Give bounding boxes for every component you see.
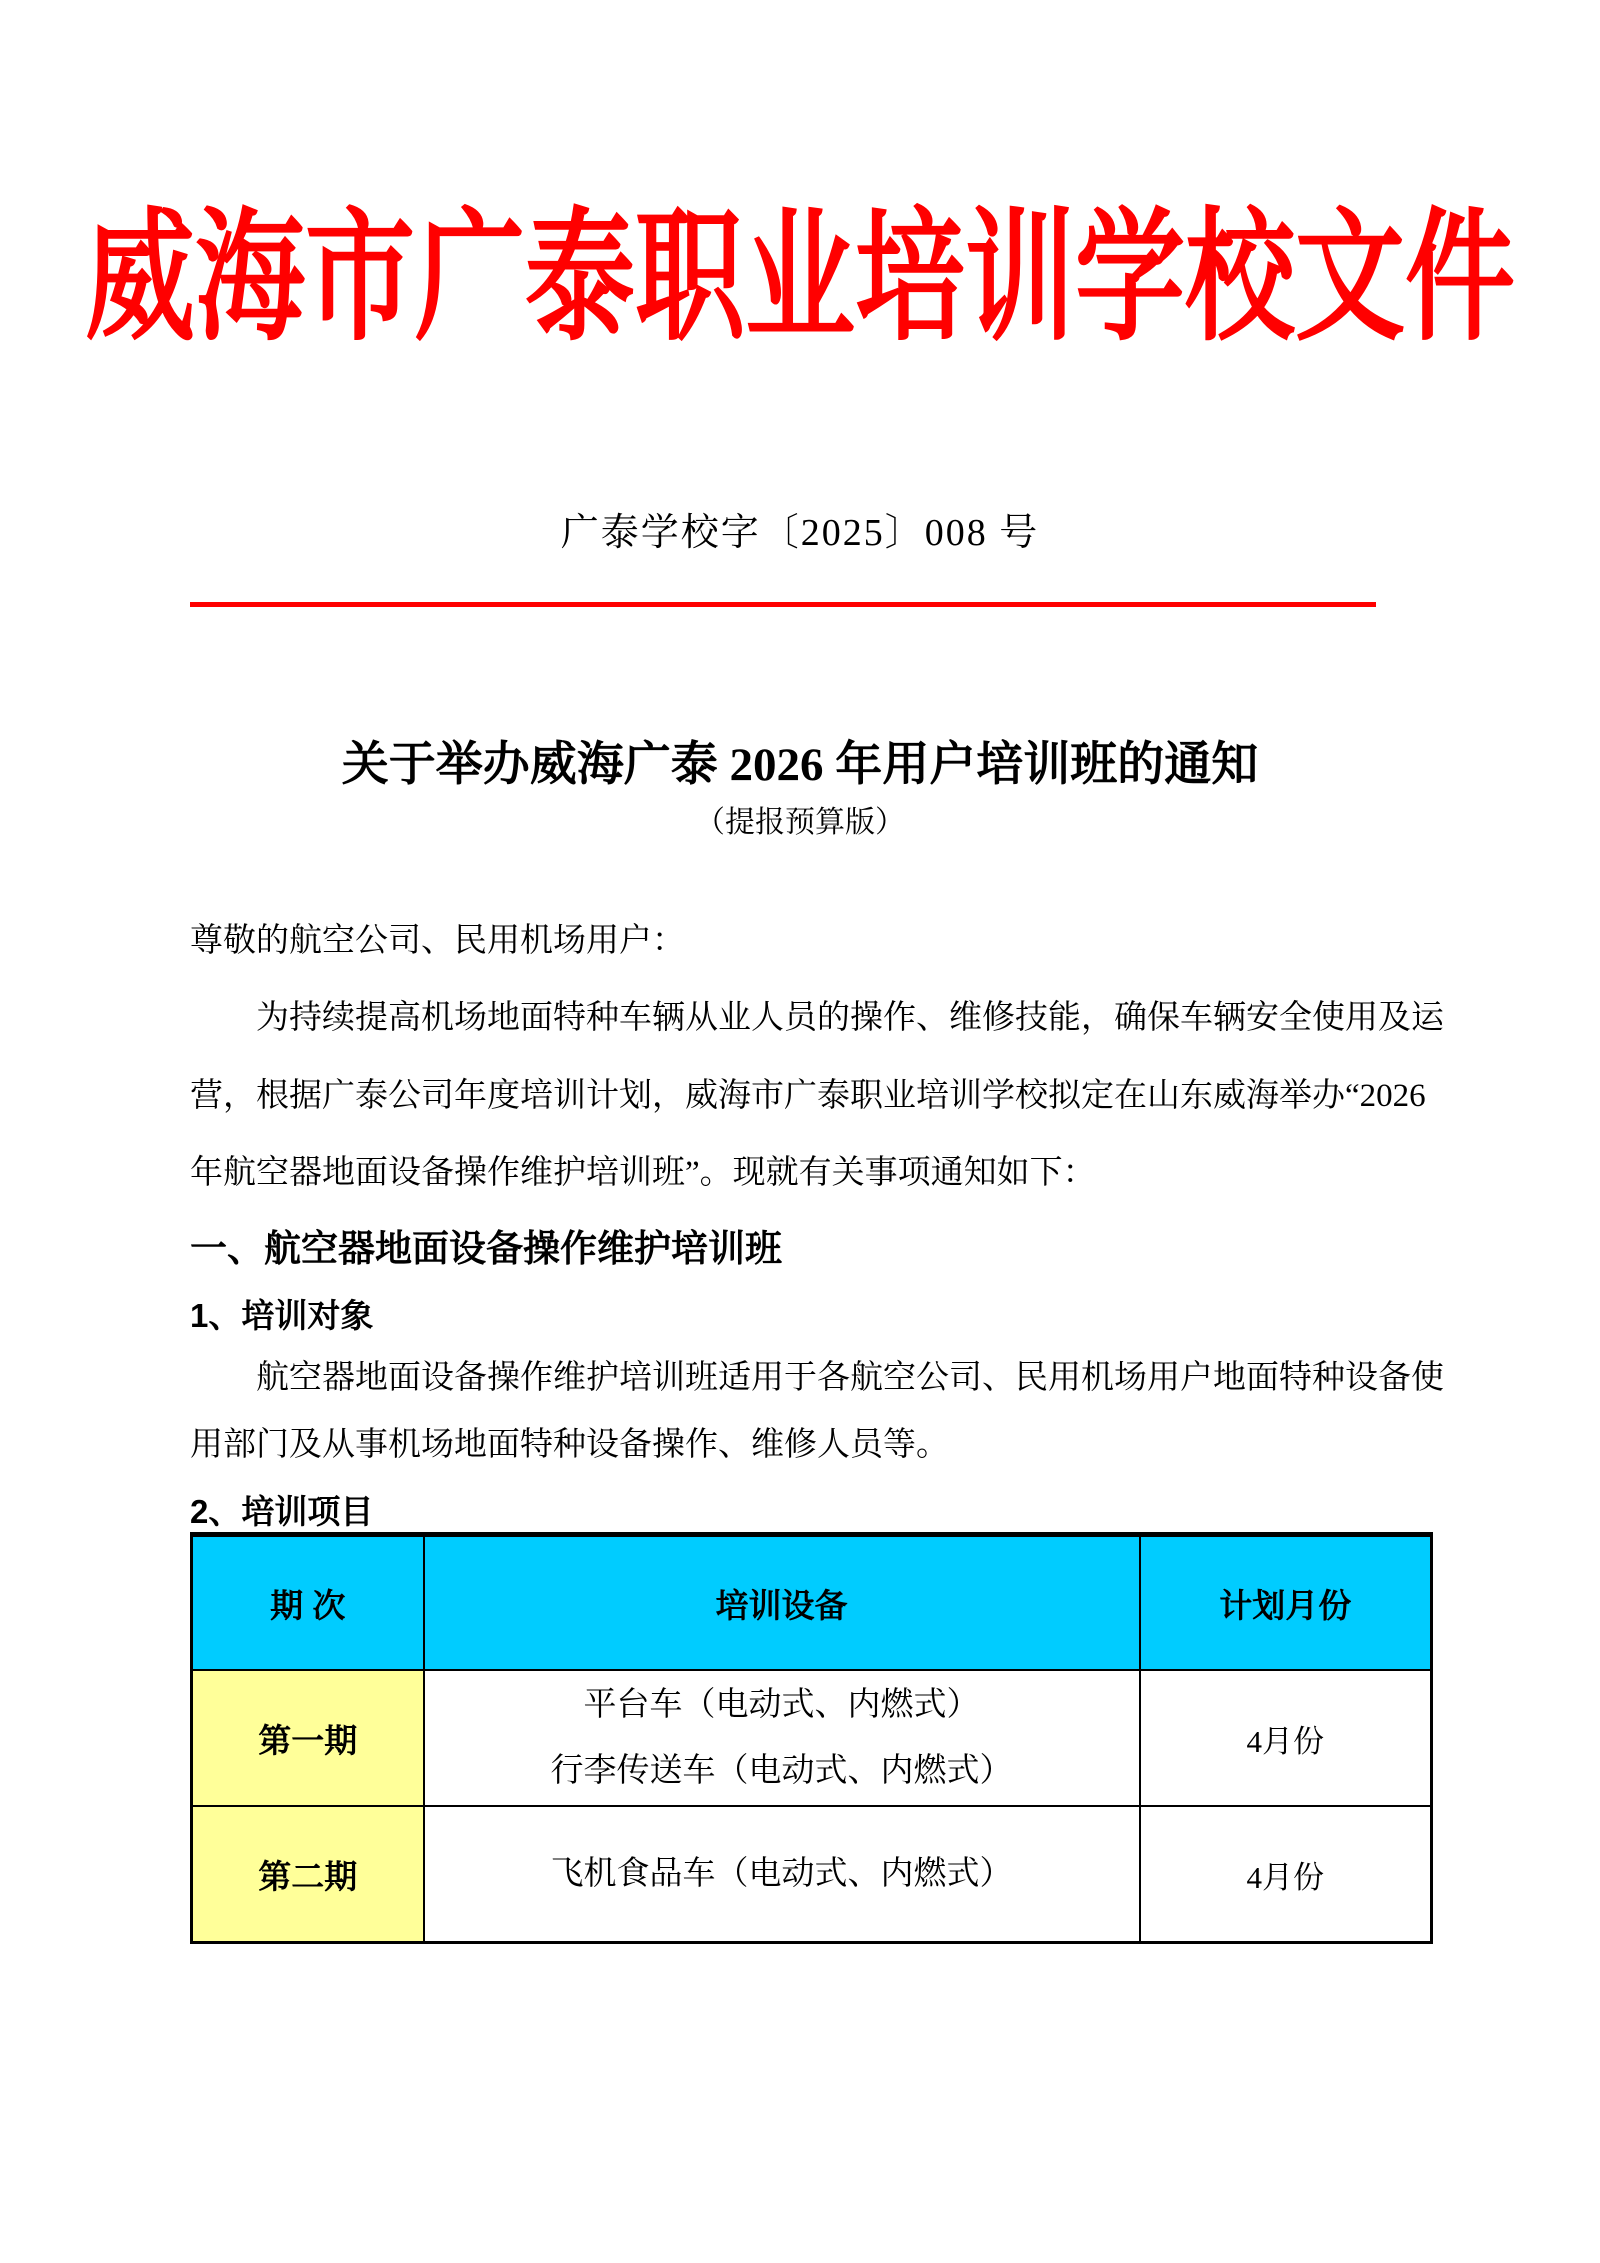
period-cell-1: 第一期	[192, 1670, 424, 1806]
equipment-line: 行李传送车（电动式、内燃式）	[550, 1753, 1013, 1789]
subsection1-heading: 1、培训对象	[190, 1297, 374, 1334]
period-cell-2: 第二期	[192, 1806, 424, 1943]
section1-heading: 一、航空器地面设备操作维护培训班	[190, 1228, 782, 1269]
notice-subtitle: （提报预算版）	[695, 806, 905, 839]
table-row	[192, 1670, 1432, 1806]
column-header-period: 期 次	[192, 1535, 424, 1671]
masthead-title: 威海市广泰职业培训学校文件	[85, 199, 1515, 358]
equipment-cell-1	[424, 1670, 1140, 1806]
paragraph1-line3: 年航空器地面设备操作维护培训班”。现就有关事项通知如下：	[190, 1155, 1096, 1191]
training-schedule-table	[190, 1532, 1433, 1944]
subsection1-line2: 用部门及从事机场地面特种设备操作、维修人员等。	[190, 1427, 949, 1463]
notice-title: 关于举办威海广泰 2026 年用户培训班的通知	[341, 739, 1259, 791]
equipment-cell-2	[424, 1806, 1140, 1943]
column-header-equipment: 培训设备	[424, 1535, 1140, 1671]
subsection1-line1: 航空器地面设备操作维护培训班适用于各航空公司、民用机场用户地面特种设备使	[256, 1360, 1444, 1396]
month-cell-1: 4月份	[1140, 1670, 1432, 1806]
greeting-line: 尊敬的航空公司、民用机场用户：	[190, 923, 685, 959]
red-divider-line	[190, 602, 1376, 607]
equipment-line: 飞机食品车（电动式、内燃式）	[550, 1856, 1013, 1892]
subsection2-heading: 2、培训项目	[190, 1493, 374, 1530]
table-row	[192, 1806, 1432, 1943]
month-cell-2: 4月份	[1140, 1806, 1432, 1943]
document-number: 广泰学校字〔2025〕008 号	[560, 512, 1040, 554]
equipment-line: 平台车（电动式、内燃式）	[583, 1687, 980, 1723]
table-header-row	[192, 1535, 1432, 1671]
column-header-month: 计划月份	[1140, 1535, 1432, 1671]
paragraph1-line2: 营，根据广泰公司年度培训计划，威海市广泰职业培训学校拟定在山东威海举办“2026	[190, 1078, 1426, 1114]
paragraph1-line1: 为持续提高机场地面特种车辆从业人员的操作、维修技能，确保车辆安全使用及运	[256, 1000, 1444, 1036]
